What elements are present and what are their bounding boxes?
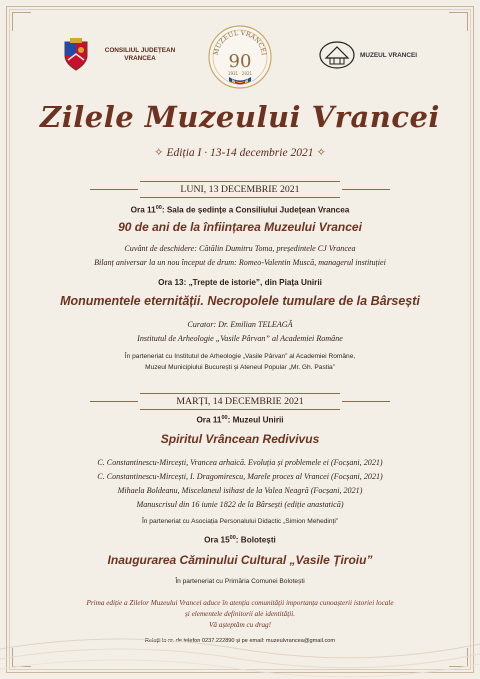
day2-event2-partner: În parteneriat cu Primăria Comunei Bolotești (175, 578, 305, 585)
day1-event2-institution: Institutul de Arheologie „Vasile Pârvan” al Academiei Române (137, 334, 343, 343)
day2-book: C. Constantinescu-Mircești, I. Dragomirescu, Marele proces al Vrancei (Focșani, 2021) (97, 472, 383, 481)
day2-session2: Ora $15^{00}$: Bolotești (204, 535, 276, 545)
page-title: Zilele Muzeului Vrancei (40, 100, 440, 134)
decorative-waves (0, 609, 480, 679)
museum-logo-block (318, 40, 417, 70)
closing-text: și elementele definitorii ale identității. (185, 610, 295, 618)
contact-info: Relații la nr. de telefon 0237.222890 și pe email: muzeulvrancea@gmail.com (144, 638, 336, 644)
day2-book: Manuscrisul din 16 iunie 1822 de la Bârsești (ediție anastatică) (136, 500, 344, 509)
closing-text: Vă așteptăm cu drag! (208, 621, 272, 629)
day1-event2-curator: Curator: Dr. Emilian TELEAGĂ (187, 320, 293, 329)
header (0, 30, 480, 90)
coat-of-arms-icon (62, 38, 90, 72)
day1-event1-detail: Cuvânt de deschidere: Cătălin Dumitru Toma, președintele CJ Vrancea (124, 244, 356, 253)
ornament-left-icon: ✧ (154, 147, 167, 159)
day2-book: C. Constantinescu-Mircești, Vrancea arhaică. Evoluția și problemele ei (Focșani, 2021) (97, 458, 383, 467)
day2-event1-partner: În parteneriat cu Asociația Personalului Didactic „Simion Mehedinți” (141, 518, 339, 525)
day1-event2-partner: În parteneriat cu Institutul de Arheologie „Vasile Pârvan” al Academiei Române, (124, 353, 356, 360)
closing-text: Prima ediție a Zilelor Muzeului Vrancei aduce în atenția comunității importanța cunoașterii istoriei locale (86, 599, 394, 607)
day1-session1: Ora $11^{00}$: Sala de ședințe a Consiliului Județean Vrancea (130, 205, 350, 215)
day1-session2: Ora 13: „Trepte de istorie”, din Piața Unirii (158, 278, 322, 287)
day2-event1-title: Spiritul Vrâncean Redivivus (160, 432, 320, 446)
day1-event1-title: 90 de ani de la înființarea Muzeului Vrancei (118, 220, 362, 234)
day2-date: MARȚI, 14 DECEMBRIE 2021 (140, 393, 340, 410)
seal-top-text: MUZEUL VRANCEI (211, 28, 268, 56)
corner-ornament (449, 12, 468, 31)
ornament-right-icon: ✧ (313, 147, 326, 159)
anniversary-seal-icon (207, 24, 273, 90)
museum-logo-icon (318, 40, 356, 70)
day2-event2-title: Inaugurarea Căminului Cultural „Vasile Țiroiu” (107, 553, 373, 567)
day2-book: Mihaela Boldeanu, Miscelaneul isihast de la Valea Neagră (Focșani, 2021) (117, 486, 363, 495)
seal-number: 90 (228, 51, 252, 72)
edition-line: ✧ Ediția I · 13-14 decembrie 2021 ✧ (154, 147, 326, 159)
day1-event1-detail: Bilanț aniversar la un nou început de drum: Romeo-Valentin Muscă, managerul instituției (94, 258, 386, 267)
museum-name: MUZEUL VRANCEI (360, 51, 418, 59)
county-council-name: CONSILIUL JUDEȚEAN VRANCEA (104, 47, 176, 62)
day2-session1: Ora $11^{00}$: Muzeul Unirii (196, 415, 284, 425)
day1-event2-partner: Muzeul Municipiului București și Ateneul Popular „Mr. Gh. Pastia” (145, 364, 335, 371)
corner-ornament (12, 12, 31, 31)
county-council-logo (62, 38, 184, 72)
day1-date: LUNI, 13 DECEMBRIE 2021 (140, 181, 340, 198)
day1-event2-title: Monumentele eternității. Necropolele tumulare de la Bârsești (60, 294, 420, 308)
seal-years: 1931 · 2021 (227, 71, 253, 76)
